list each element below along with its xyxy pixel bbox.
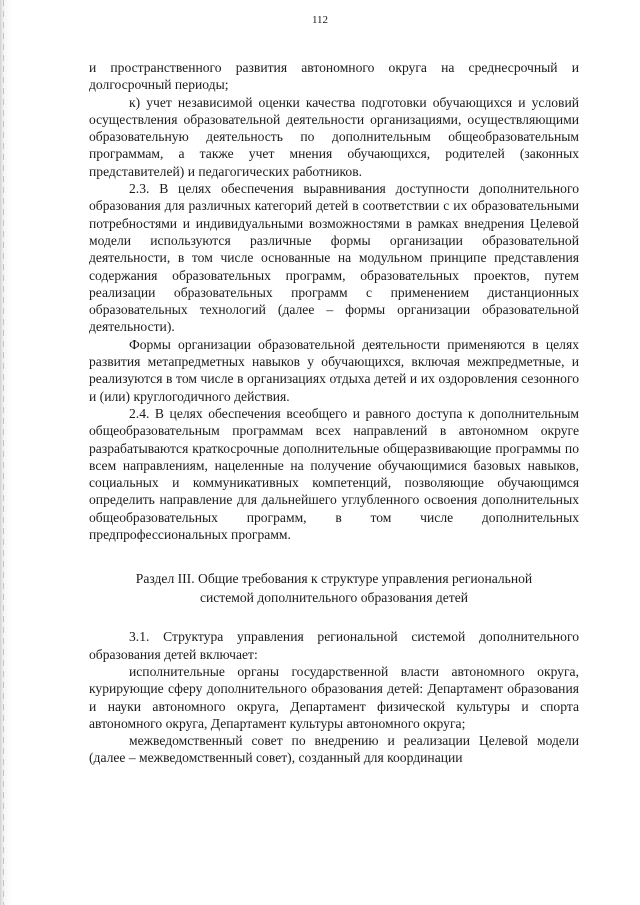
paragraph-executive-bodies: исполнительные органы государственной власти автономного округа, курирующие сферу дополнительного образования детей: Департамент образования и науки автономного округа, Департамент физической культуры и спорта автономного округа, Департамент культуры автономного округа;: [89, 663, 579, 731]
section-heading: [89, 569, 579, 607]
section-heading-line-2: системой дополнительного образования детей: [199, 590, 469, 606]
page-number: 112: [311, 14, 329, 26]
paragraph-3-1: 3.1. Структура управления региональной системой дополнительного образования детей включает:: [89, 629, 579, 662]
section-heading-line-1: Раздел III. Общие требования к структуре управления региональной: [135, 571, 533, 587]
scan-edge: [0, 0, 12, 905]
paragraph-item-k: к) учет независимой оценки качества подготовки обучающихся и условий осуществления образовательной деятельности организациями, осуществляющими образовательную деятельность по дополнительным общеобразовательным программам, а также учет мнения обучающихся, родителей (законных представителей) и педагогических работников.: [89, 94, 579, 179]
paragraph-forms: Формы организации образовательной деятельности применяются в целях развития метапредметных навыков у обучающихся, включая межпредметные, и реализуются в том числе в организациях отдыха детей и их оздоровления сезонного и (или) круглогодичного действия.: [89, 336, 579, 404]
document-body: [89, 59, 579, 767]
paragraph-2-4: 2.4. В целях обеспечения всеобщего и равного доступа к дополнительным общеобразовательным программам всех направлений в автономном округе разрабатываются краткосрочные дополнительные общеразвивающие программы по всем направлениям, нацеленные на получение обучающимися базовых навыков, социальных и коммуникативных компетенций, позволяющие обучающимся определить направление для дальнейшего углубленного освоения дополнительных общеобразовательных программ, в том числе дополнительных предпрофессиональных программ.: [89, 405, 579, 543]
paragraph-2-3: 2.3. В целях обеспечения выравнивания доступности дополнительного образования для различных категорий детей в соответствии с их образовательными потребностями и индивидуальными возможностями в рамках внедрения Целевой модели используются различные формы организации образовательной деятельности, в том числе основанные на модульном принципе представления содержания образовательных программ, образовательных проектов, путем реализации образовательных программ с применением дистанционных образовательных технологий (далее – формы организации образовательной деятельности).: [89, 181, 579, 335]
paragraph-interagency-council: межведомственный совет по внедрению и реализации Целевой модели (далее – межведомственный совет), созданный для координации: [89, 733, 579, 766]
paragraph-continuation: и пространственного развития автономного округа на среднесрочный и долгосрочный периоды;: [89, 60, 579, 93]
